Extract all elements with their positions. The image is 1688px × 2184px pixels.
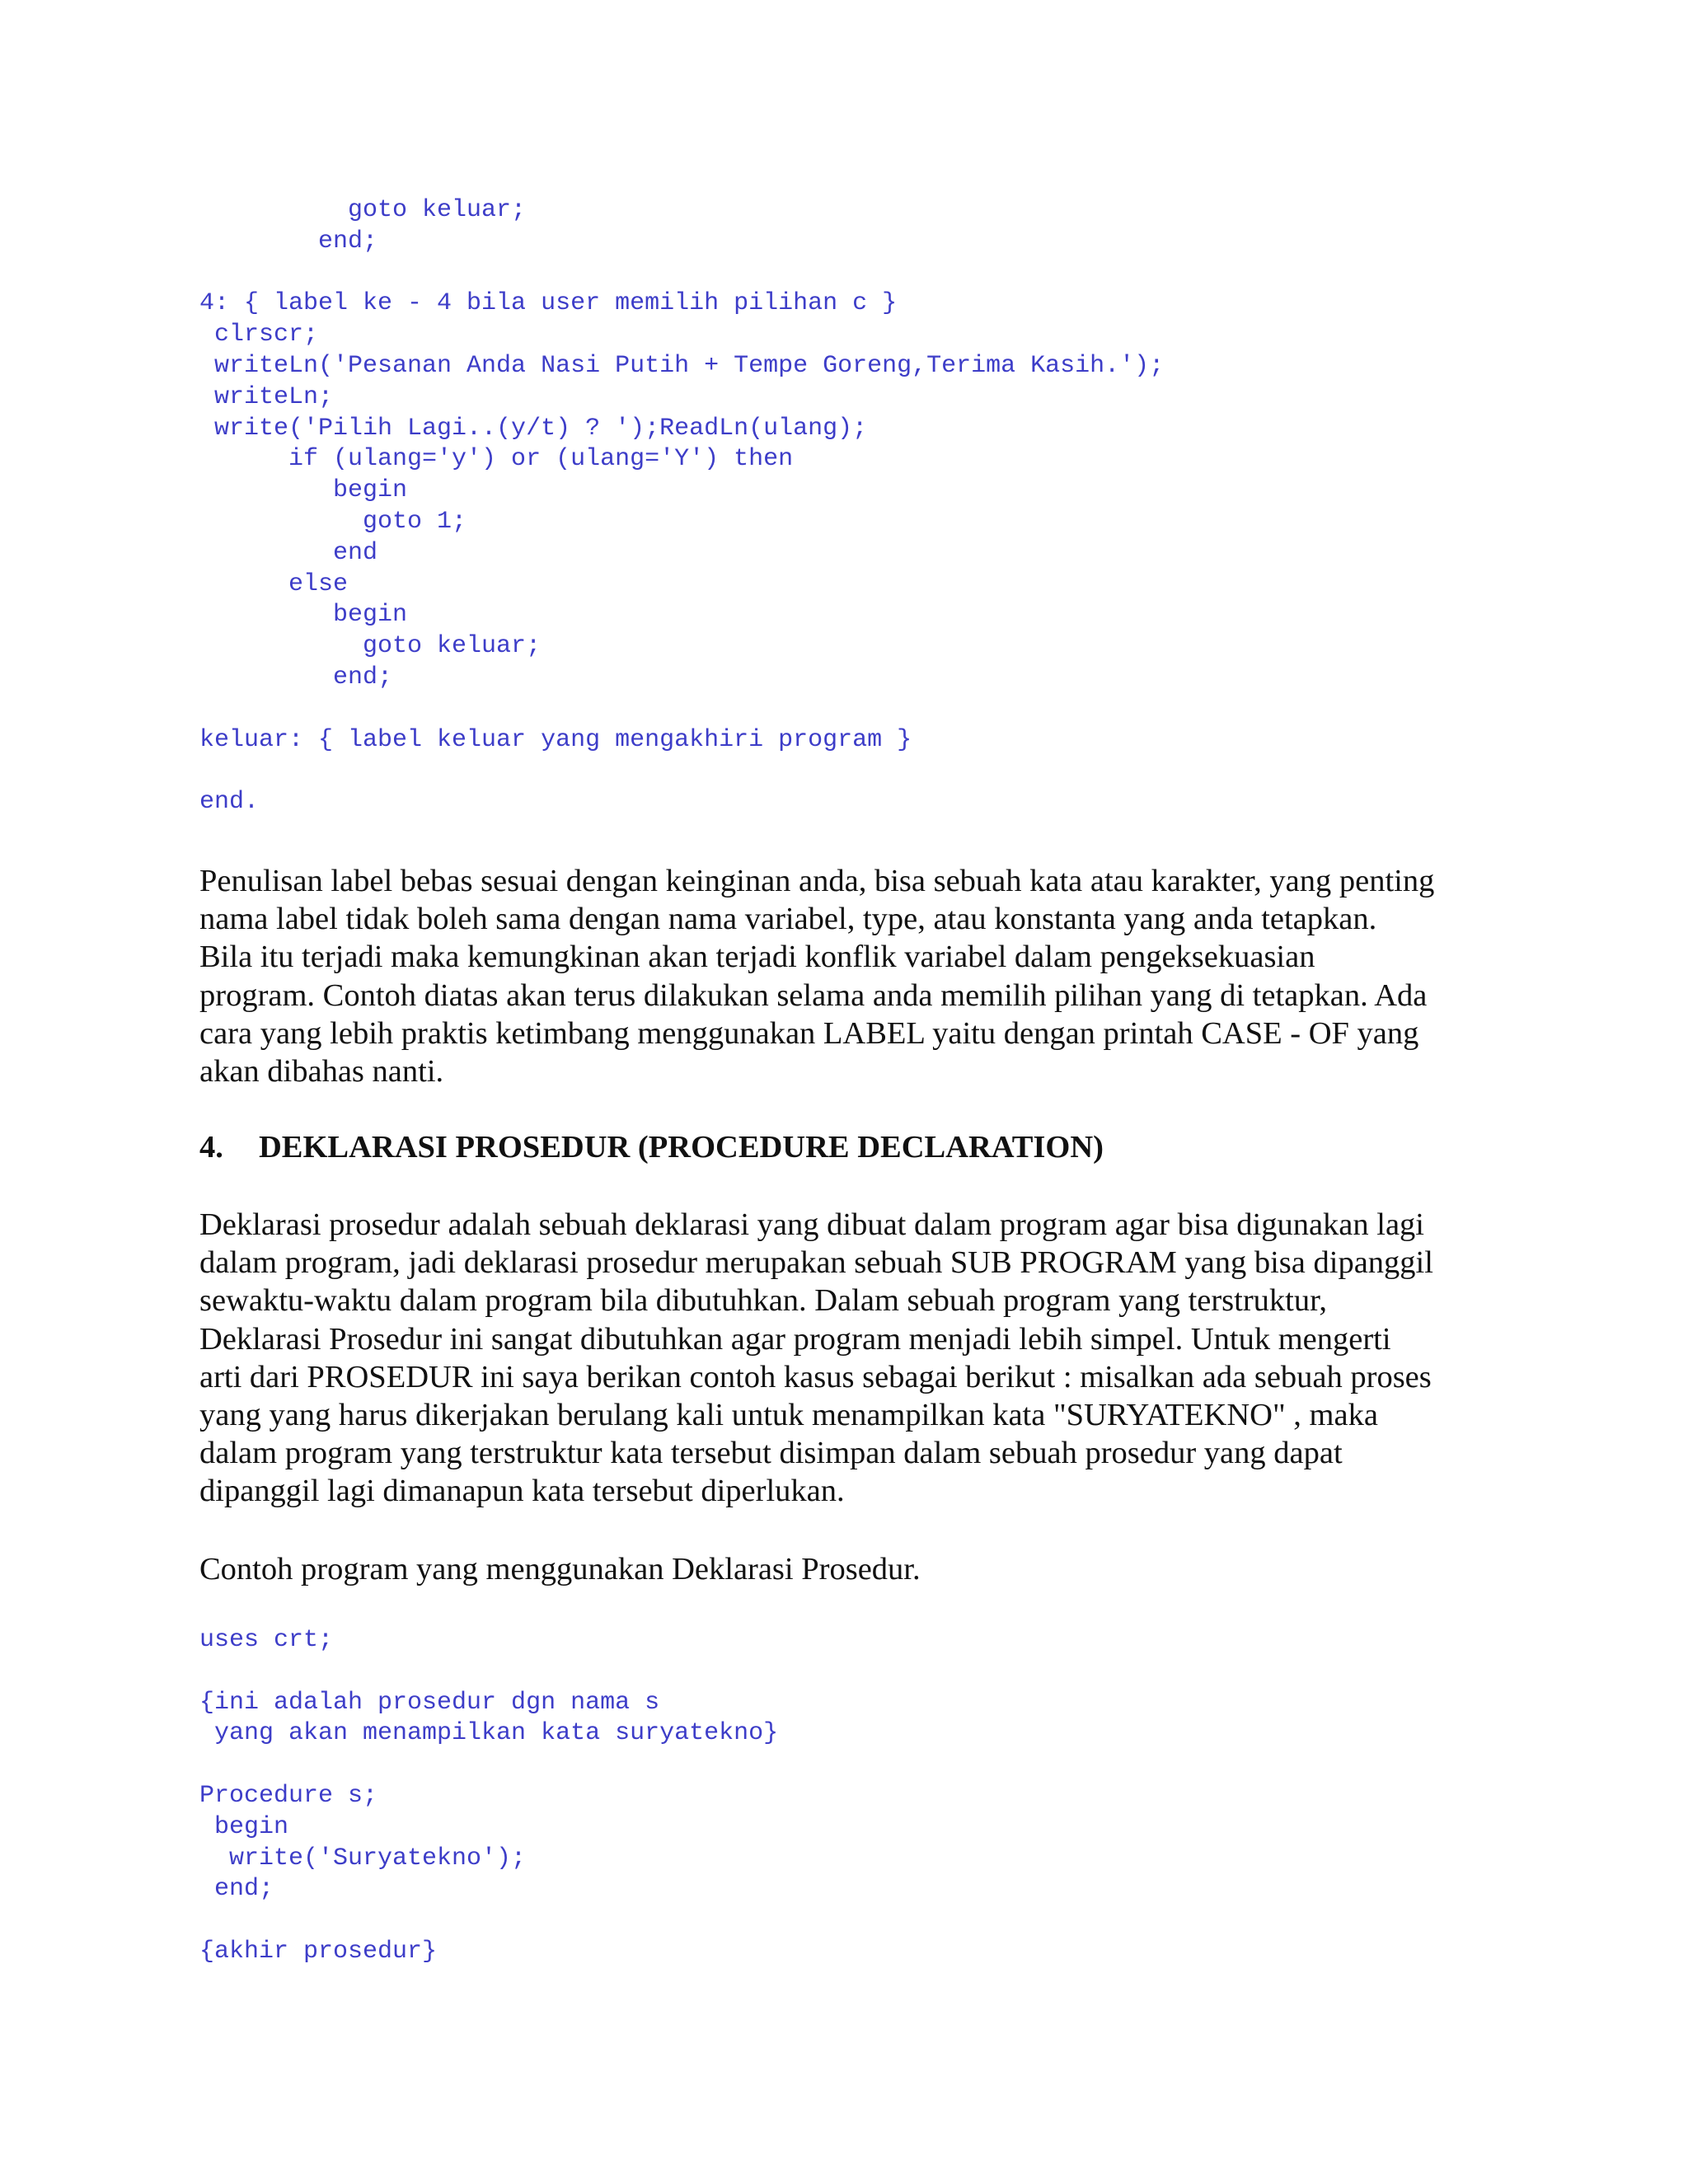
paragraph-example-intro xyxy=(199,1550,1493,1588)
code-line: end xyxy=(199,538,378,567)
code-line: yang akan menampilkan kata suryatekno} xyxy=(199,1719,779,1748)
paragraph-line: akan dibahas nanti. xyxy=(199,1054,444,1090)
code-line: begin xyxy=(199,1812,289,1841)
code-line: 4: { label ke - 4 bila user memilih pilihan c } xyxy=(199,289,898,318)
code-line: begin xyxy=(199,476,408,505)
paragraph-line: cara yang lebih praktis ketimbang menggunakan LABEL yaitu dengan printah CASE - OF yang xyxy=(199,1015,1419,1051)
paragraph-line: Penulisan label bebas sesuai dengan keinginan anda, bisa sebuah kata atau karakter, yang penting xyxy=(199,864,1435,898)
section-number: 4. xyxy=(199,1130,223,1165)
code-line: goto 1; xyxy=(199,507,467,536)
code-line: end; xyxy=(199,663,393,691)
paragraph-line: Bila itu terjadi maka kemungkinan akan terjadi konflik variabel dalam pengeksekuasian xyxy=(199,940,1315,975)
code-line: clrscr; xyxy=(199,321,319,349)
code-line: end; xyxy=(199,1875,274,1904)
code-line: write('Suryatekno'); xyxy=(199,1844,527,1872)
code-line: goto keluar; xyxy=(199,196,527,224)
paragraph-label-explanation xyxy=(199,862,1493,1090)
code-line: {ini adalah prosedur dgn nama s xyxy=(199,1688,660,1717)
paragraph-line: program. Contoh diatas akan terus dilakukan selama anda memilih pilihan yang di tetapkan. Ada xyxy=(199,977,1428,1013)
paragraph-line: Contoh program yang menggunakan Deklarasi Prosedur. xyxy=(199,1552,921,1586)
code-line: end. xyxy=(199,788,260,817)
paragraph-line: dalam program yang terstruktur kata tersebut disimpan dalam sebuah prosedur yang dapat xyxy=(199,1436,1343,1471)
code-line: keluar: { label keluar yang mengakhiri program } xyxy=(199,725,912,754)
code-block-procedure-example xyxy=(199,1625,778,1968)
paragraph-line: dalam program, jadi deklarasi prosedur merupakan sebuah SUB PROGRAM yang bisa dipanggil xyxy=(199,1245,1433,1281)
paragraph-line: yang yang harus dikerjakan berulang kali untuk menampilkan kata "SURYATEKNO" , maka xyxy=(199,1398,1378,1433)
code-line: writeLn; xyxy=(199,382,334,411)
code-line: {akhir prosedur} xyxy=(199,1937,438,1966)
code-line: end; xyxy=(199,227,378,255)
paragraph-procedure-explanation xyxy=(199,1206,1493,1511)
code-line: else xyxy=(199,569,349,598)
paragraph-line: nama label tidak boleh sama dengan nama variabel, type, atau konstanta yang anda tetapkan. xyxy=(199,902,1377,937)
code-line: if (ulang='y') or (ulang='Y') then xyxy=(199,445,794,474)
code-line: uses crt; xyxy=(199,1626,334,1654)
code-line: begin xyxy=(199,601,408,630)
paragraph-line: Deklarasi Prosedur ini sangat dibutuhkan agar program menjadi lebih simpel. Untuk mengerti xyxy=(199,1321,1391,1357)
code-line: write('Pilih Lagi..(y/t) ? ');ReadLn(ulang); xyxy=(199,414,868,443)
code-line: goto keluar; xyxy=(199,632,542,661)
section-heading xyxy=(199,1129,1104,1165)
code-line: Procedure s; xyxy=(199,1781,378,1810)
paragraph-line: Deklarasi prosedur adalah sebuah deklarasi yang dibuat dalam program agar bisa digunakan lagi xyxy=(199,1207,1424,1242)
paragraph-line: dipanggil lagi dimanapun kata tersebut diperlukan. xyxy=(199,1474,845,1509)
paragraph-line: arti dari PROSEDUR ini saya berikan contoh kasus sebagai berikut : misalkan ada sebuah proses xyxy=(199,1359,1432,1394)
code-block-goto-label xyxy=(199,195,1164,818)
section-title: DEKLARASI PROSEDUR (PROCEDURE DECLARATION) xyxy=(259,1130,1104,1165)
paragraph-line: sewaktu-waktu dalam program bila dibutuhkan. Dalam sebuah program yang terstruktur, xyxy=(199,1283,1328,1319)
code-line: writeLn('Pesanan Anda Nasi Putih + Tempe Goreng,Terima Kasih.'); xyxy=(199,351,1165,380)
